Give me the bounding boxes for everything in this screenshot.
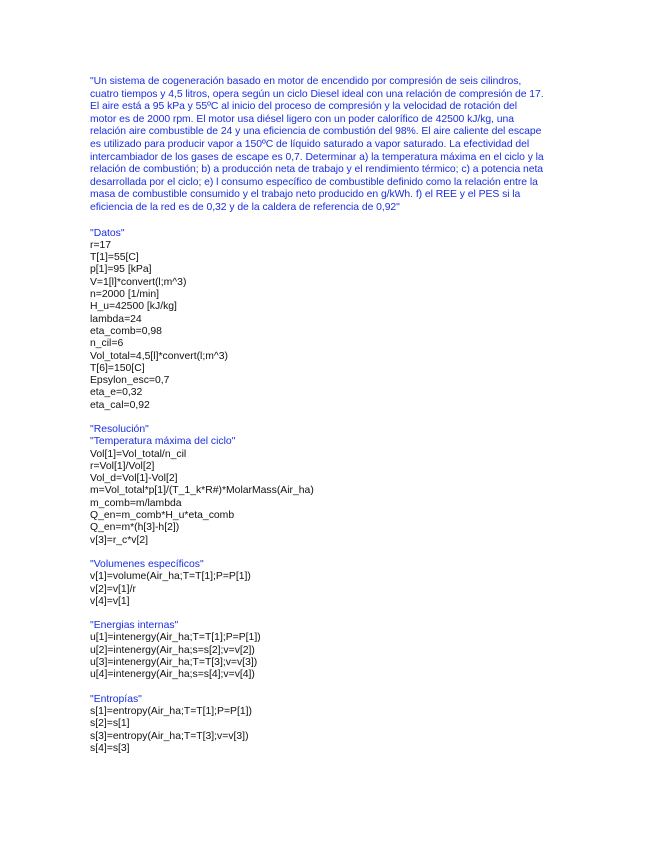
code-line: Q_en=m*(h[3]-h[2]) (90, 522, 180, 534)
code-line: Vol_d=Vol[1]-Vol[2] (90, 473, 178, 485)
code-line: v[4]=v[1] (90, 595, 130, 607)
energias-header: "Energias internas" (90, 620, 179, 632)
volumenes-header: "Volumenes específicos" (90, 558, 204, 570)
code-line: u[4]=intenergy(Air_ha;s=s[4];v=v[4]) (90, 669, 255, 681)
code-line: s[2]=s[1] (90, 718, 130, 730)
document-page (90, 76, 568, 755)
code-line: r=17 (90, 239, 112, 251)
energias-section (90, 620, 568, 681)
statement-line: motor es de 2000 rpm. El motor usa diésel ligero con un poder calorífico de 42500 kJ/kg, una (90, 113, 514, 125)
code-line: v[1]=volume(Air_ha;T=T[1];P=P[1]) (90, 571, 251, 583)
entropias-section (90, 694, 568, 755)
code-line: eta_e=0,32 (90, 387, 143, 399)
code-line: r=Vol[1]/Vol[2] (90, 460, 155, 472)
entropias-header: "Entropías" (90, 693, 142, 705)
code-line: u[2]=intenergy(Air_ha;s=s[2];v=v[2]) (90, 644, 255, 656)
resolucion-header: "Resolución" (90, 423, 149, 435)
statement-line: desarrollada por el ciclo; e) l consumo específico de combustible definido como la relación entre la (90, 176, 538, 188)
temperatura-header: "Temperatura máxima del ciclo" (90, 436, 236, 448)
statement-line: relación de combustión; b) a producción neta de trabajo y el rendimiento térmico; c) a potencia neta (90, 164, 544, 176)
code-line: u[1]=intenergy(Air_ha;T=T[1];P=P[1]) (90, 632, 261, 644)
code-line: Vol_total=4,5[l]*convert(l;m^3) (90, 350, 229, 362)
statement-line: El aire está a 95 kPa y 55ºC al inicio del proceso de compresión y la velocidad de rotación del (90, 101, 518, 113)
code-line: T[6]=150[C] (90, 362, 145, 374)
statement-line: masa de combustible consumido y el trabajo neto producido en g/kWh. f) el REE y el PES si la (90, 189, 521, 201)
problem-statement (90, 76, 568, 215)
code-line: lambda=24 (90, 313, 142, 325)
code-line: m_comb=m/lambda (90, 497, 182, 509)
statement-line: relación aire combustible de 24 y una eficiencia de combustión del 98%. El aire caliente del escape (90, 126, 542, 138)
statement-line: intercambiador de los gases de escape es 0,7. Determinar a) la temperatura máxima en el ciclo y la (90, 151, 544, 163)
code-line: p[1]=95 [kPa] (90, 264, 152, 276)
statement-line: eficiencia de la red es de 0,32 y de la caldera de referencia de 0,92" (90, 201, 400, 213)
code-line: eta_comb=0,98 (90, 325, 162, 337)
code-line: Vol[1]=Vol_total/n_cil (90, 448, 187, 460)
code-line: s[3]=entropy(Air_ha;T=T[3];v=v[3]) (90, 730, 249, 742)
statement-line: es utilizado para producir vapor a 150ºC de líquido saturado a vapor saturado. La efectividad del (90, 138, 530, 150)
statement-line: cuatro tiempos y 4,5 litros, opera según un ciclo Diesel ideal con una relación de compresión de 17. (90, 88, 544, 100)
code-line: s[4]=s[3] (90, 742, 130, 754)
statement-line: "Un sistema de cogeneración basado en motor de encendido por compresión de seis cilindros, (90, 76, 522, 87)
code-line: v[3]=r_c*v[2] (90, 534, 149, 546)
volumenes-section (90, 559, 568, 608)
code-line: n_cil=6 (90, 338, 124, 350)
code-line: V=1[l]*convert(l;m^3) (90, 276, 187, 288)
resolucion-section (90, 424, 568, 547)
code-line: v[2]=v[1]/r (90, 583, 136, 595)
code-line: n=2000 [1/min] (90, 289, 160, 301)
code-line: Q_en=m_comb*H_u*eta_comb (90, 510, 235, 522)
code-line: u[3]=intenergy(Air_ha;T=T[3];v=v[3]) (90, 657, 258, 669)
code-line: m=Vol_total*p[1]/(T_1_k*R#)*MolarMass(Air_ha) (90, 485, 314, 497)
datos-section (90, 228, 568, 412)
code-line: H_u=42500 [kJ/kg] (90, 301, 177, 313)
code-line: eta_cal=0,92 (90, 399, 150, 411)
code-line: T[1]=55[C] (90, 252, 139, 264)
code-line: s[1]=entropy(Air_ha;T=T[1];P=P[1]) (90, 705, 252, 717)
code-line: Epsylon_esc=0,7 (90, 375, 170, 387)
datos-header: "Datos" (90, 227, 125, 239)
